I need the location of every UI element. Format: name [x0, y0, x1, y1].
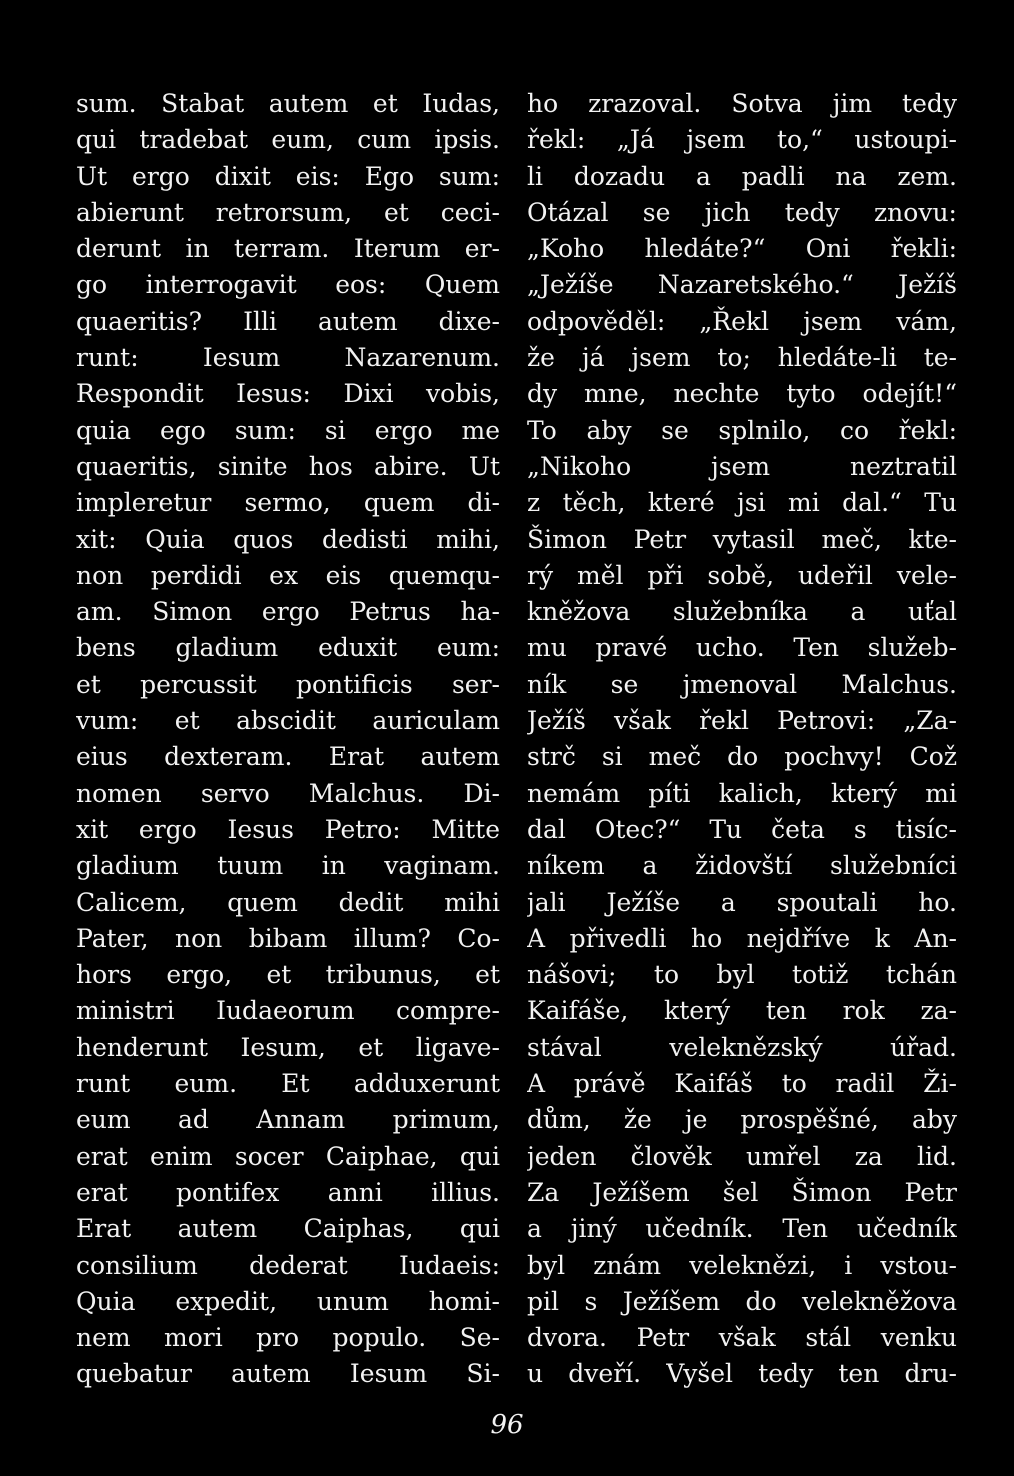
czech-text-line: pil s Ježíšem do velekněžova — [527, 1286, 957, 1316]
latin-text-line: xit: Quia quos dedisti mihi, — [76, 524, 500, 554]
latin-text-line: Erat autem Caiphas, qui — [76, 1214, 500, 1244]
czech-text-line: nemám píti kalich, který mi — [527, 778, 957, 808]
latin-text-line: Calicem, quem dedit mihi — [76, 887, 500, 917]
czech-text-line: „Nikoho jsem neztratil — [527, 451, 957, 481]
czech-text-line: „Koho hledáte?“ Oni řekli: — [527, 234, 957, 264]
czech-text-line: strč si meč do pochvy! Což — [527, 742, 957, 772]
czech-text-line: dal Otec?“ Tu četa s tisíc- — [527, 814, 957, 844]
latin-text-line: non perdidi ex eis quemqu- — [76, 560, 500, 590]
latin-text-line: erat enim socer Caiphae, qui — [76, 1141, 500, 1171]
latin-text-line: quia ego sum: si ergo me — [76, 415, 500, 445]
latin-text-line: ministri Iudaeorum compre- — [76, 996, 500, 1026]
czech-text-line: li dozadu a padli na zem. — [527, 161, 957, 191]
czech-text-line: „Ježíše Nazaretského.“ Ježíš — [527, 270, 957, 300]
latin-text-line: gladium tuum in vaginam. — [76, 851, 500, 881]
latin-text-line: abierunt retrorsum, et ceci- — [76, 197, 500, 227]
latin-text-line: go interrogavit eos: Quem — [76, 270, 500, 300]
czech-text-line: mu pravé ucho. Ten služeb- — [527, 633, 957, 663]
czech-text-line: ník se jmenoval Malchus. — [527, 669, 957, 699]
czech-text-line: Otázal se jich tedy znovu: — [527, 197, 957, 227]
czech-text-line: A právě Kaifáš to radil Ži- — [527, 1069, 957, 1099]
latin-text-line: quebatur autem Iesum Si- — [76, 1359, 500, 1389]
czech-text-line: z těch, které jsi mi dal.“ Tu — [527, 488, 957, 518]
latin-text-line: Respondit Iesus: Dixi vobis, — [76, 379, 500, 409]
latin-text-line: consilium dederat Iudaeis: — [76, 1250, 500, 1280]
czech-text-line: Šimon Petr vytasil meč, kte- — [527, 524, 957, 554]
latin-text-line: Quia expedit, unum homi- — [76, 1286, 500, 1316]
czech-text-line: stával veleknězský úřad. — [527, 1032, 957, 1062]
czech-text-line: byl znám veleknězi, i vstou- — [527, 1250, 957, 1280]
latin-text-line: runt eum. Et adduxerunt — [76, 1069, 500, 1099]
czech-text-line: Kaifáše, který ten rok za- — [527, 996, 957, 1026]
czech-text-line: rý měl při sobě, udeřil vele- — [527, 560, 957, 590]
latin-text-line: am. Simon ergo Petrus ha- — [76, 597, 500, 627]
latin-text-line: Ut ergo dixit eis: Ego sum: — [76, 161, 500, 191]
latin-text-line: eum ad Annam primum, — [76, 1105, 500, 1135]
czech-text-line: nášovi; to byl totiž tchán — [527, 960, 957, 990]
czech-text-column — [527, 86, 957, 1393]
latin-text-line: impleretur sermo, quem di- — [76, 488, 500, 518]
latin-text-line: hors ergo, et tribunus, et — [76, 960, 500, 990]
czech-text-line: dům, že je prospěšné, aby — [527, 1105, 957, 1135]
latin-text-line: et percussit pontificis ser- — [76, 669, 500, 699]
czech-text-line: níkem a židovští služebníci — [527, 851, 957, 881]
latin-text-column — [76, 86, 500, 1393]
czech-text-line: dvora. Petr však stál venku — [527, 1323, 957, 1353]
latin-text-line: derunt in terram. Iterum er- — [76, 234, 500, 264]
czech-text-line: kněžova služebníka a uťal — [527, 597, 957, 627]
latin-text-line: Pater, non bibam illum? Co- — [76, 923, 500, 953]
czech-text-line: jeden člověk umřel za lid. — [527, 1141, 957, 1171]
czech-text-line: jali Ježíše a spoutali ho. — [527, 887, 957, 917]
latin-text-line: quaeritis, sinite hos abire. Ut — [76, 451, 500, 481]
page-number: 96 — [490, 1410, 524, 1440]
czech-text-line: Ježíš však řekl Petrovi: „Za- — [527, 706, 957, 736]
czech-text-line: dy mne, nechte tyto odejít!“ — [527, 379, 957, 409]
latin-text-line: quaeritis? Illi autem dixe- — [76, 306, 500, 336]
latin-text-line: bens gladium eduxit eum: — [76, 633, 500, 663]
czech-text-line: A přivedli ho nejdříve k An- — [527, 923, 957, 953]
czech-text-line: Za Ježíšem šel Šimon Petr — [527, 1177, 957, 1207]
czech-text-line: že já jsem to; hledáte-li te- — [527, 343, 957, 373]
latin-text-line: qui tradebat eum, cum ipsis. — [76, 125, 500, 155]
latin-text-line: nomen servo Malchus. Di- — [76, 778, 500, 808]
czech-text-line: a jiný učedník. Ten učedník — [527, 1214, 957, 1244]
latin-text-line: runt: Iesum Nazarenum. — [76, 343, 500, 373]
czech-text-line: To aby se splnilo, co řekl: — [527, 415, 957, 445]
latin-text-line: xit ergo Iesus Petro: Mitte — [76, 814, 500, 844]
czech-text-line: řekl: „Já jsem to,“ ustoupi- — [527, 125, 957, 155]
czech-text-line: u dveří. Vyšel tedy ten dru- — [527, 1359, 957, 1389]
czech-text-line: odpověděl: „Řekl jsem vám, — [527, 306, 957, 336]
latin-text-line: erat pontifex anni illius. — [76, 1177, 500, 1207]
latin-text-line: vum: et abscidit auriculam — [76, 706, 500, 736]
latin-text-line: nem mori pro populo. Se- — [76, 1323, 500, 1353]
latin-text-line: eius dexteram. Erat autem — [76, 742, 500, 772]
czech-text-line: ho zrazoval. Sotva jim tedy — [527, 89, 957, 118]
latin-text-line: henderunt Iesum, et ligave- — [76, 1032, 500, 1062]
latin-text-line: sum. Stabat autem et Iudas, — [76, 89, 500, 118]
